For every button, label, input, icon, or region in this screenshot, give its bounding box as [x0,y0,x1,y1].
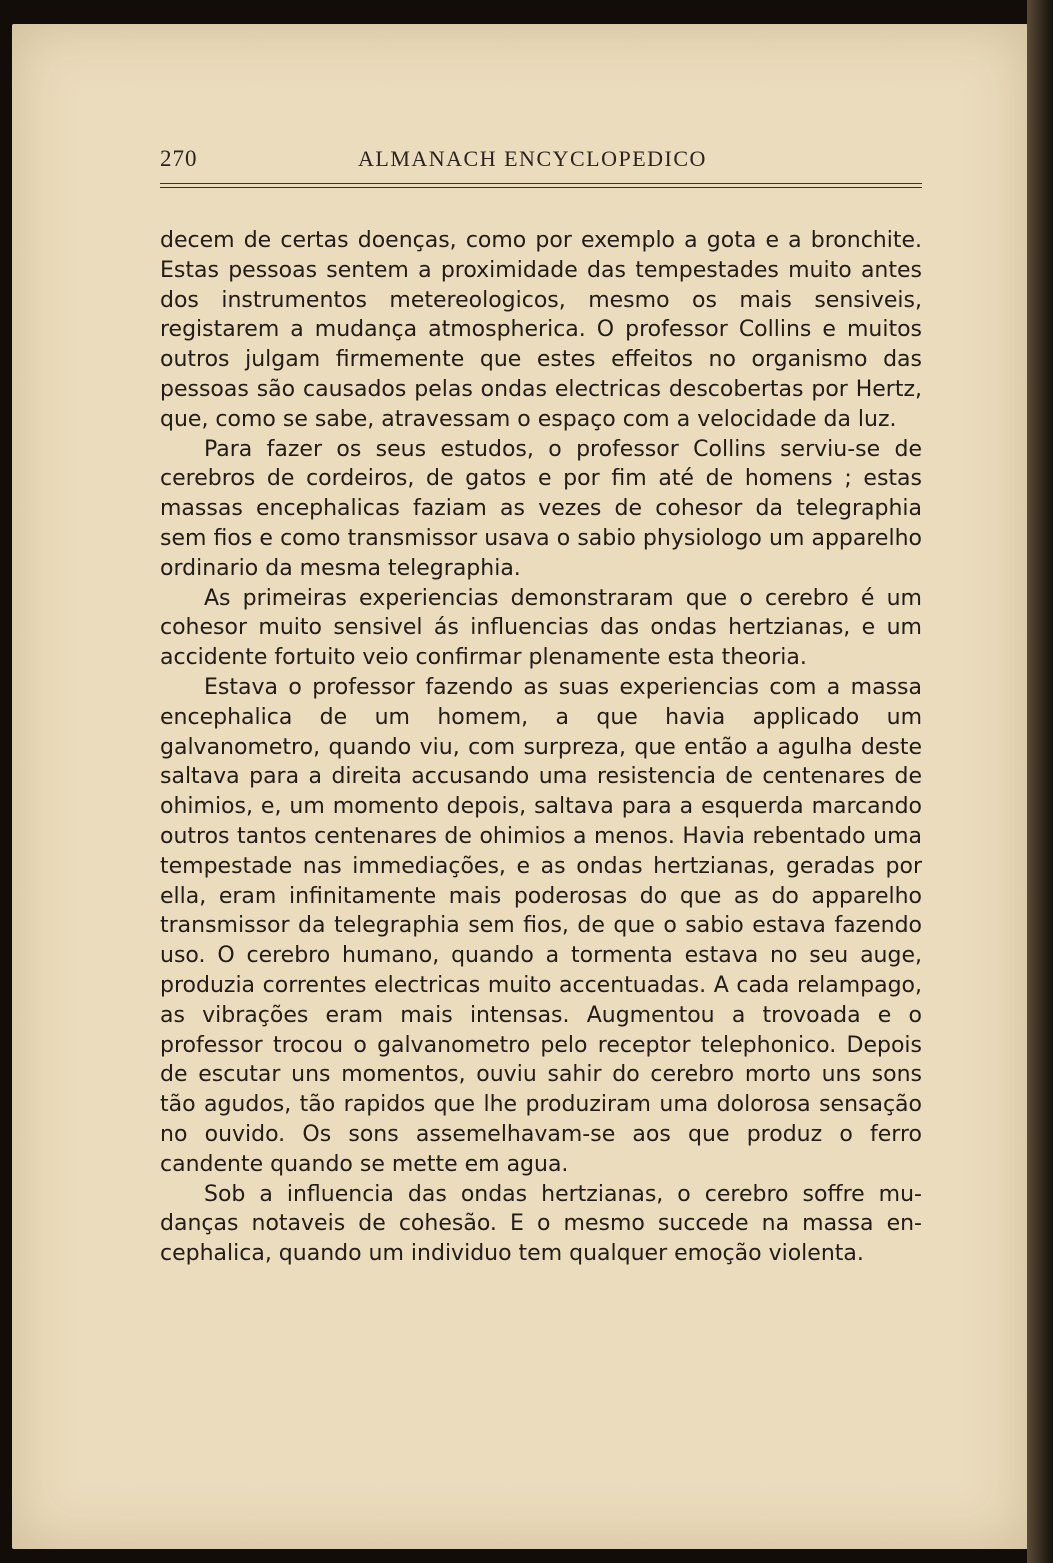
paragraph-5: Sob a influencia das ondas hertzianas, o cerebro soffre mudanças notaveis de cohesão. E o mesmo succede na massa encephalica, quando um individuo tem qualquer emoção violenta. [160,1181,922,1267]
page-number: 270 [160,146,198,171]
paragraph-4: Estava o professor fazendo as suas experiencias com a massa encephalica de um homem, a que havia applicado um galvanometro, quando viu, com surpreza, que então a agulha deste saltava para a direita accusando uma resistencia de centenares de ohimios, e, um momento depois, saltava para a esquerda marcando outros tantos centenares de ohimios a menos. Havia rebentado uma tempestade nas immediações, e as ondas hertzianas, geradas por ella, eram infinitamente mais poderosas do que as do apparelho transmissor da telegraphia sem fios, de que o sabio estava fazendo uso. O cerebro humano, quando a tormenta estava no seu auge, produzia correntes electricas muito accentuadas. A cada relampago, as vibrações eram mais intensas. Augmentou a trovoada e o professor trocou o galvanometro pelo receptor telephonico. Depois de escutar uns momentos, ouviu sahir do cerebro morto uns sons tão agudos, tão rapidos que lhe produziram uma dolorosa sensação no ouvido. Os sons assemelhavam-se aos que produz o ferro candente quando se mette em agua. [160,674,922,1177]
paragraph-3: As primeiras experiencias demonstraram que o cerebro é um cohesor muito sensivel ás influencias das ondas hertzianas, e um accidente fortuito veio confirmar plenamente esta theoria. [160,585,922,671]
paragraph-2: Para fazer os seus estudos, o professor Collins serviu-se de cerebros de cordeiros, de gatos e por fim até de homens ; estas massas encephalicas faziam as vezes de cohesor da telegraphia sem fios e como transmissor usava o sabio physiologo um apparelho ordinario da mesma telegraphia. [160,436,922,581]
page-header [160,146,930,180]
header-rule [160,183,922,188]
binding-shadow [1027,0,1053,1563]
body-text [160,226,922,1269]
paragraph-1: decem de certas doenças, como por exemplo a gota e a bronchite. Estas pessoas sentem a proximidade das tempestades muito antes dos instrumentos metereologicos, mesmo os mais sensiveis, registarem a mudança atmospherica. O professor Collins e muitos outros julgam firmemente que estes effeitos no organismo das pessoas são causados pelas ondas electricas descobertas por Hertz, que, como se sabe, atravessam o espaço com a velocidade da luz. [160,228,922,432]
running-title: ALMANACH ENCYCLOPEDICO [358,146,707,171]
